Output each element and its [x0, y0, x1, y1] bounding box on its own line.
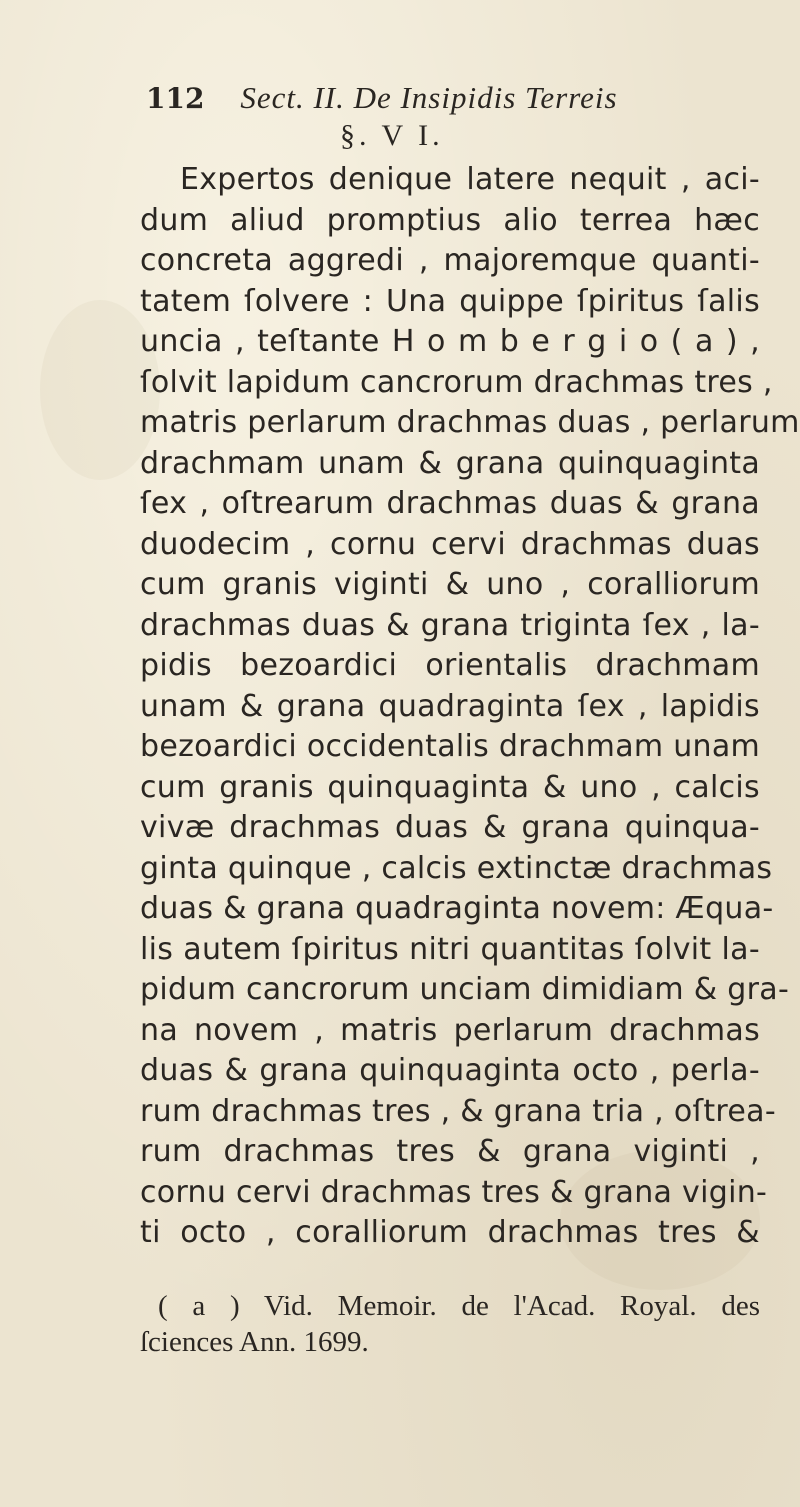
footnote-line: ſciences Ann. 1699.: [140, 1326, 369, 1358]
text-line: duodecim , cornu cervi drachmas duas: [140, 526, 760, 562]
body-text: [140, 160, 800, 1254]
text-line: ginta quinque , calcis extinctæ drachmas: [140, 850, 773, 886]
text-line: rum drachmas tres & grana viginti ,: [140, 1134, 760, 1169]
text-line: pidis bezoardici orientalis drachmam: [140, 648, 760, 683]
text-line: duas & grana quinquaginta octo , perla-: [140, 1053, 760, 1088]
text-line: Expertos denique latere nequit , aci-: [180, 162, 760, 197]
running-head: [146, 78, 706, 118]
text-line: vivæ drachmas duas & grana quinqua-: [140, 810, 760, 845]
text-line: ſolvit lapidum cancrorum drachmas tres ,: [140, 364, 773, 400]
text-line: drachmas duas & grana triginta ſex , la-: [140, 607, 760, 643]
text-line: uncia , teſtante H o m b e r g i o ( a ) ,: [140, 324, 760, 359]
running-title: Sect. II. De Insipidis Terreis: [240, 80, 618, 115]
text-line: drachmam unam & grana quinquaginta: [140, 445, 760, 481]
text-line: concreta aggredi , majoremque quanti-: [140, 243, 760, 278]
section-heading: §. V I.: [340, 119, 444, 152]
text-line: rum drachmas tres , & grana tria , oſtrea-: [140, 1093, 776, 1129]
text-line: ti octo , coralliorum drachmas tres &: [140, 1215, 760, 1250]
text-line: lis autem ſpiritus nitri quantitas ſolvit la-: [140, 931, 760, 967]
text-line: cum granis viginti & uno , coralliorum: [140, 567, 760, 602]
text-line: na novem , matris perlarum drachmas: [140, 1012, 760, 1048]
footnote: [140, 1288, 760, 1360]
page-number: 112: [146, 82, 205, 115]
text-line: cum granis quinquaginta & uno , calcis: [140, 769, 760, 805]
text-line: duas & grana quadraginta novem: Æqua-: [140, 891, 774, 926]
text-line: matris perlarum drachmas duas , perlarum: [140, 405, 800, 440]
text-line: dum aliud promptius alio terrea hæc: [140, 202, 760, 238]
text-line: tatem ſolvere : Una quippe ſpiritus ſalis: [140, 283, 760, 319]
text-line: pidum cancrorum unciam dimidiam & gra-: [140, 972, 790, 1007]
text-line: cornu cervi drachmas tres & grana vigin-: [140, 1174, 768, 1210]
text-line: ſex , oſtrearum drachmas duas & grana: [140, 486, 760, 521]
text-line: unam & grana quadraginta ſex , lapidis: [140, 688, 760, 724]
footnote-line: ( a ) Vid. Memoir. de l'Acad. Royal. des: [158, 1290, 760, 1322]
text-line: bezoardici occidentalis drachmam unam: [140, 729, 761, 764]
